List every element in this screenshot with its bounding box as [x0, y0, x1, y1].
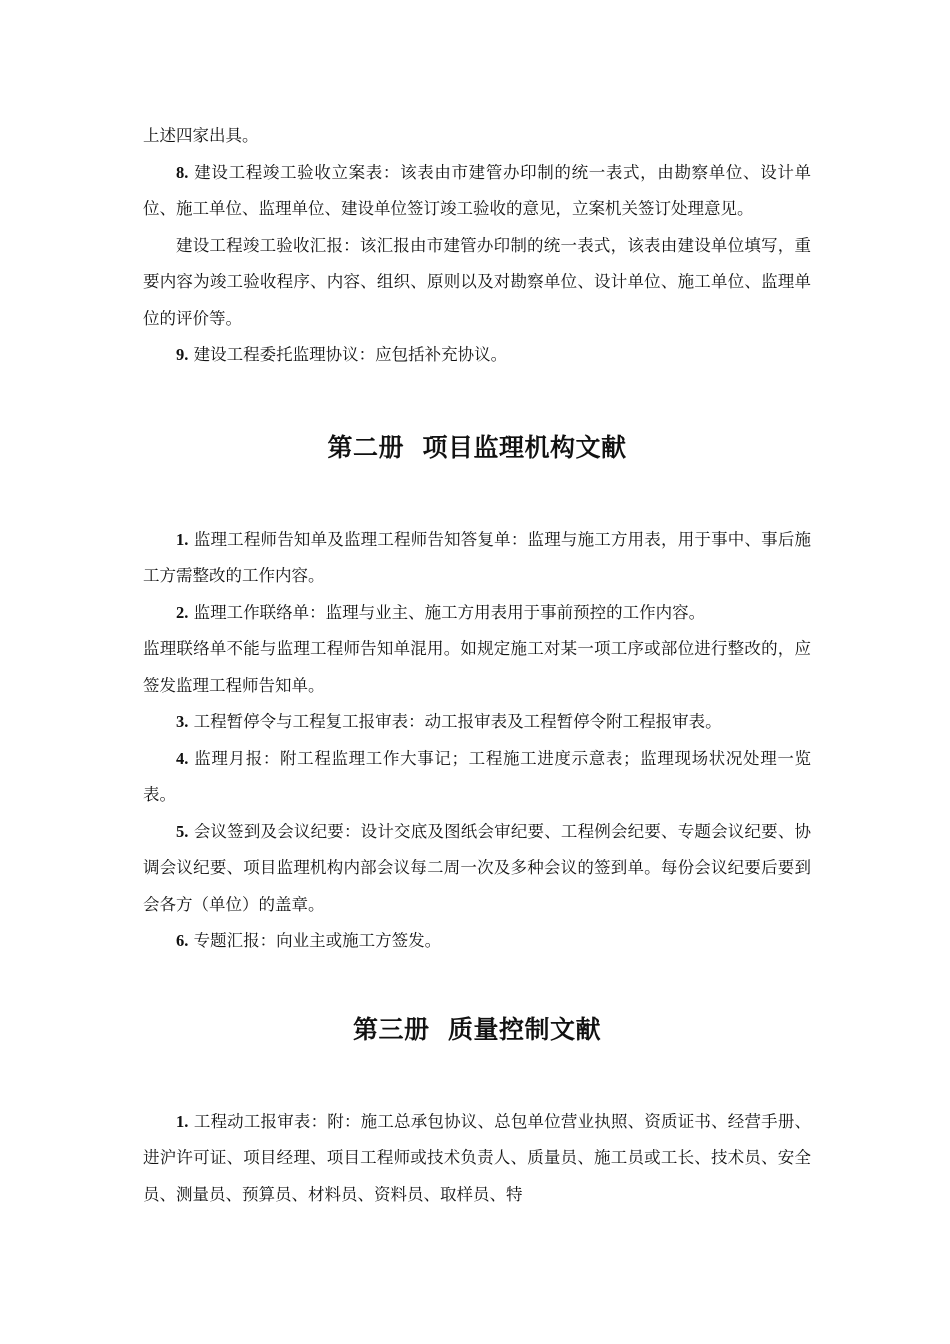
paragraph-text: 监理工作联络单：监理与业主、施工方用表用于事前预控的工作内容。	[193, 602, 706, 622]
paragraph-text: 监理联络单不能与监理工程师告知单混用。如规定施工对某一项工序或部位进行整改的，应签发监理工程师告知单。	[143, 639, 811, 695]
paragraph-item-5	[143, 814, 811, 924]
paragraph-continuation	[143, 118, 811, 155]
item-number: 4.	[176, 748, 189, 768]
paragraph-item-1	[143, 1104, 811, 1214]
item-number: 3.	[176, 712, 189, 731]
paragraph-text: 上述四家出具。	[143, 126, 259, 145]
paragraph-item-9	[143, 337, 811, 374]
item-number: 6.	[176, 931, 189, 950]
item-number: 1.	[176, 1111, 189, 1131]
paragraph-item-8	[143, 155, 811, 228]
paragraph-text: 建设工程委托监理协议：应包括补充协议。	[193, 345, 508, 364]
paragraph-item-2	[143, 595, 811, 632]
paragraph-completion-report	[143, 228, 811, 338]
item-number: 2.	[176, 602, 189, 622]
paragraph-text: 建设工程竣工验收汇报：该汇报由市建管办印制的统一表式，该表由建设单位填写，重要内容为竣工验收程序、内容、组织、原则以及对勘察单位、设计单位、施工单位、监理单位的评价等。	[143, 235, 811, 328]
paragraph-item-3	[143, 704, 811, 741]
section-heading-volume-3: 第三册 质量控制文献	[353, 1014, 601, 1044]
paragraph-item-4	[143, 741, 811, 814]
paragraph-text: 专题汇报：向业主或施工方签发。	[193, 931, 442, 950]
section-heading-volume-2: 第二册 项目监理机构文献	[327, 432, 627, 462]
paragraph-text: 工程暂停令与工程复工报审表：动工报审表及工程暂停令附工程报审表。	[193, 712, 722, 731]
paragraph-text: 监理月报：附工程监理工作大事记；工程施工进度示意表；监理现场状况处理一览表。	[143, 748, 812, 804]
paragraph-text: 工程动工报审表：附：施工总承包协议、总包单位营业执照、资质证书、经营手册、进沪许可证、项目经理、项目工程师或技术负责人、质量员、施工员或工长、技术员、安全员、测量员、预算员、材料员、资料员、取样员、特	[143, 1111, 812, 1204]
item-number: 5.	[176, 821, 189, 841]
paragraph-text: 建设工程竣工验收立案表：该表由市建管办印制的统一表式，由勘察单位、设计单位、施工单位、监理单位、建设单位签订竣工验收的意见，立案机关签订处理意见。	[143, 162, 812, 218]
paragraph-item-6	[143, 923, 811, 960]
paragraph-text: 监理工程师告知单及监理工程师告知答复单：监理与施工方用表，用于事中、事后施工方需整改的工作内容。	[143, 529, 812, 585]
paragraph-text: 会议签到及会议纪要：设计交底及图纸会审纪要、工程例会纪要、专题会议纪要、协调会议纪要、项目监理机构内部会议每二周一次及多种会议的签到单。每份会议纪要后要到会各方（单位）的盖章。	[143, 821, 812, 914]
page-content	[143, 118, 811, 1213]
item-number: 9.	[176, 345, 189, 364]
paragraph-item-1	[143, 522, 811, 595]
item-number: 1.	[176, 529, 189, 549]
paragraph-item-2-continued	[143, 631, 811, 704]
item-number: 8.	[176, 162, 189, 182]
